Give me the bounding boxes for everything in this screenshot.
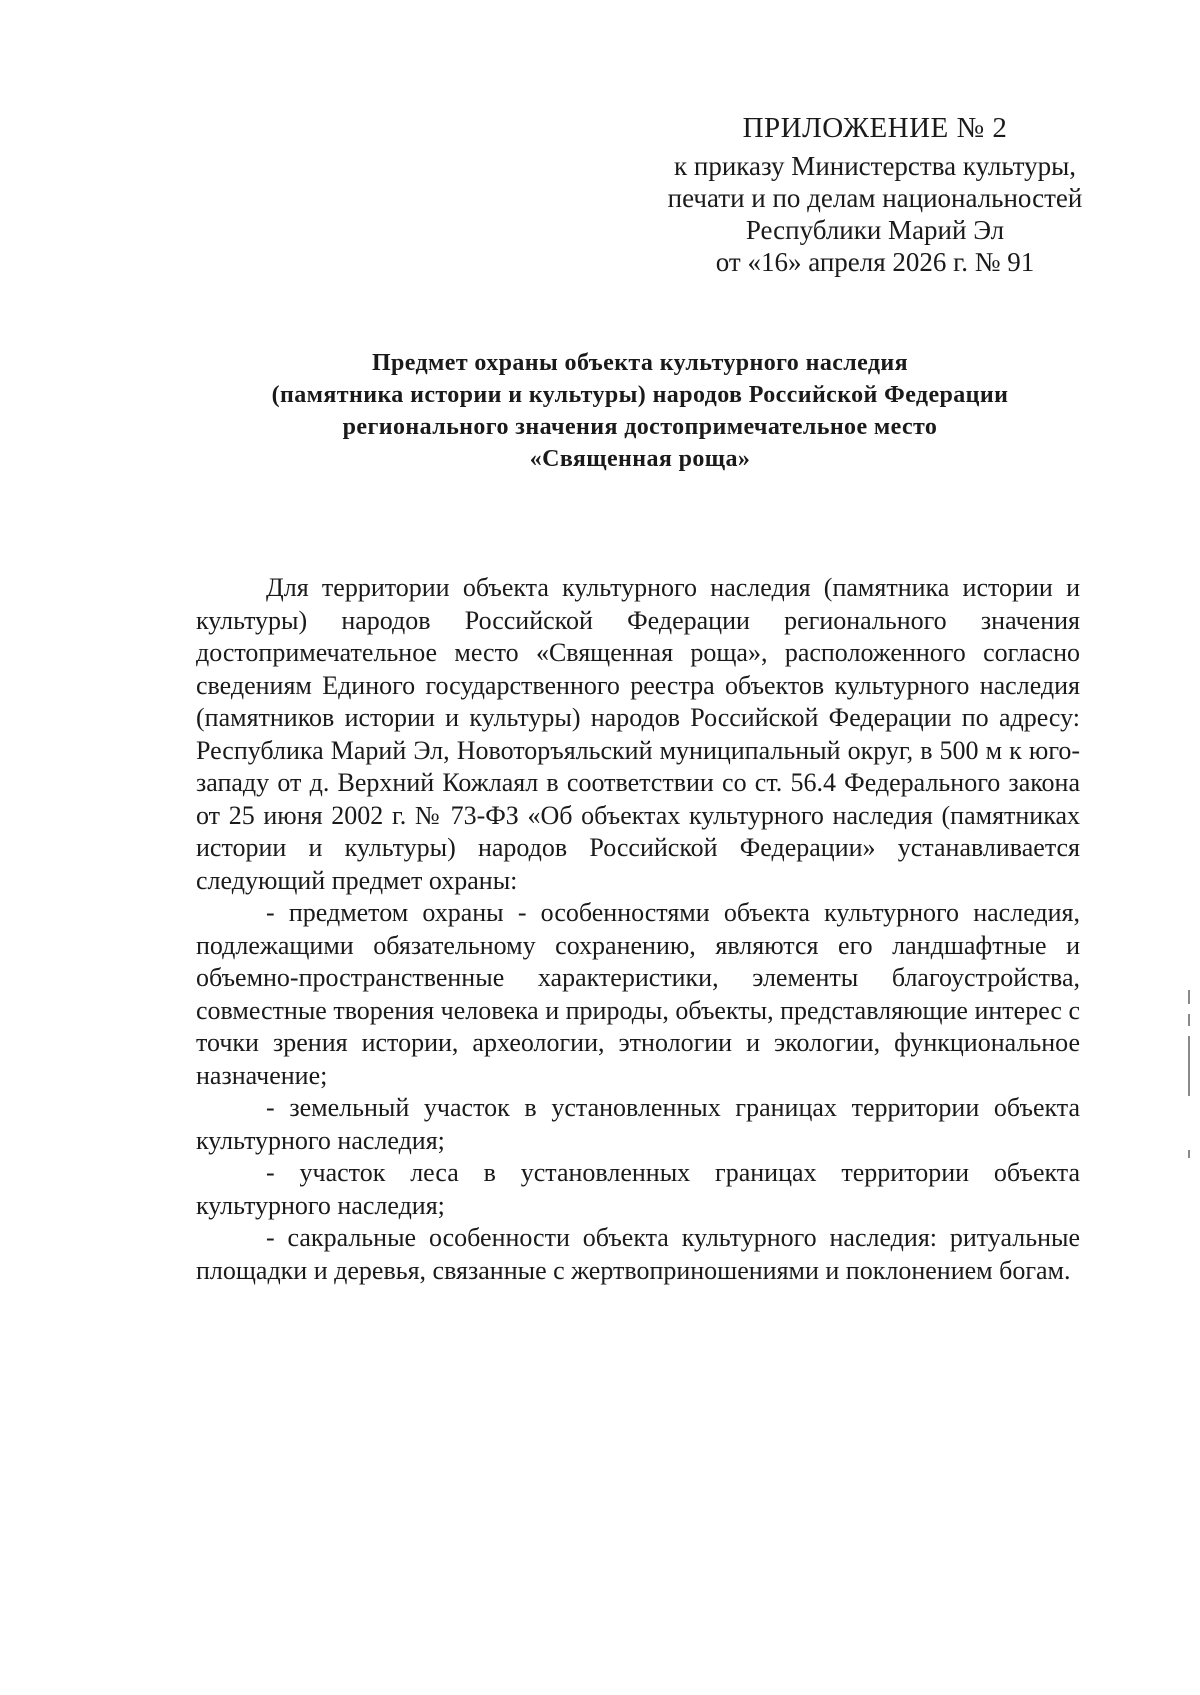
body-paragraph-item: - предметом охраны - особенностями объекта культурного наследия, подлежащими обязательному сохранению, являются его ландшафтные и объемно-пространственные характеристики, элементы благоустройства, совместные творения человека и природы, объекты, представляющие интерес с точки зрения истории, археологии, этнологии и экологии, функциональное назначение;	[196, 898, 1080, 1090]
appendix-date-line: от «16» апреля 2026 г. № 91	[715, 247, 1035, 277]
body-paragraph-item: - земельный участок в установленных границах территории объекта культурного наследия;	[196, 1093, 1080, 1155]
appendix-block	[600, 112, 1150, 278]
appendix-heading: ПРИЛОЖЕНИЕ № 2	[742, 112, 1008, 144]
body-paragraph-item: - сакральные особенности объекта культурного наследия: ритуальные площадки и деревья, связанные с жертвоприношениями и поклонением богам.	[196, 1223, 1080, 1285]
title-line: Предмет охраны объекта культурного наследия	[371, 350, 909, 376]
scan-margin-marks	[1188, 990, 1191, 1170]
document-title	[190, 347, 1090, 475]
appendix-line: печати и по делам национальностей	[667, 183, 1083, 213]
scan-mark	[1188, 1014, 1190, 1026]
scan-mark	[1188, 990, 1190, 1004]
title-line: «Священная роща»	[529, 446, 751, 472]
title-line: регионального значения достопримечательное место	[342, 414, 938, 440]
scan-mark	[1188, 1150, 1190, 1158]
body-paragraph-item: - участок леса в установленных границах территории объекта культурного наследия;	[196, 1158, 1080, 1220]
title-line: (памятника истории и культуры) народов Российской Федерации	[271, 382, 1009, 408]
document-body	[196, 572, 1080, 1287]
body-paragraph-intro: Для территории объекта культурного наследия (памятника истории и культуры) народов Российской Федерации регионального значения достопримечательное место «Священная роща», расположенного согласно сведениям Единого государственного реестра объектов культурного наследия (памятников истории и культуры) народов Российской Федерации по адресу: Республика Марий Эл, Новоторъяльский муниципальный округ, в 500 м к юго-западу от д. Верхний Кожлаял в соответствии со ст. 56.4 Федерального закона от 25 июня 2002 г. № 73-ФЗ «Об объектах культурного наследия (памятниках истории и культуры) народов Российской Федерации» устанавливается следующий предмет охраны:	[196, 573, 1080, 895]
scan-mark	[1188, 1036, 1190, 1096]
appendix-line: Республики Марий Эл	[745, 215, 1005, 245]
appendix-line: к приказу Министерства культуры,	[674, 151, 1076, 181]
